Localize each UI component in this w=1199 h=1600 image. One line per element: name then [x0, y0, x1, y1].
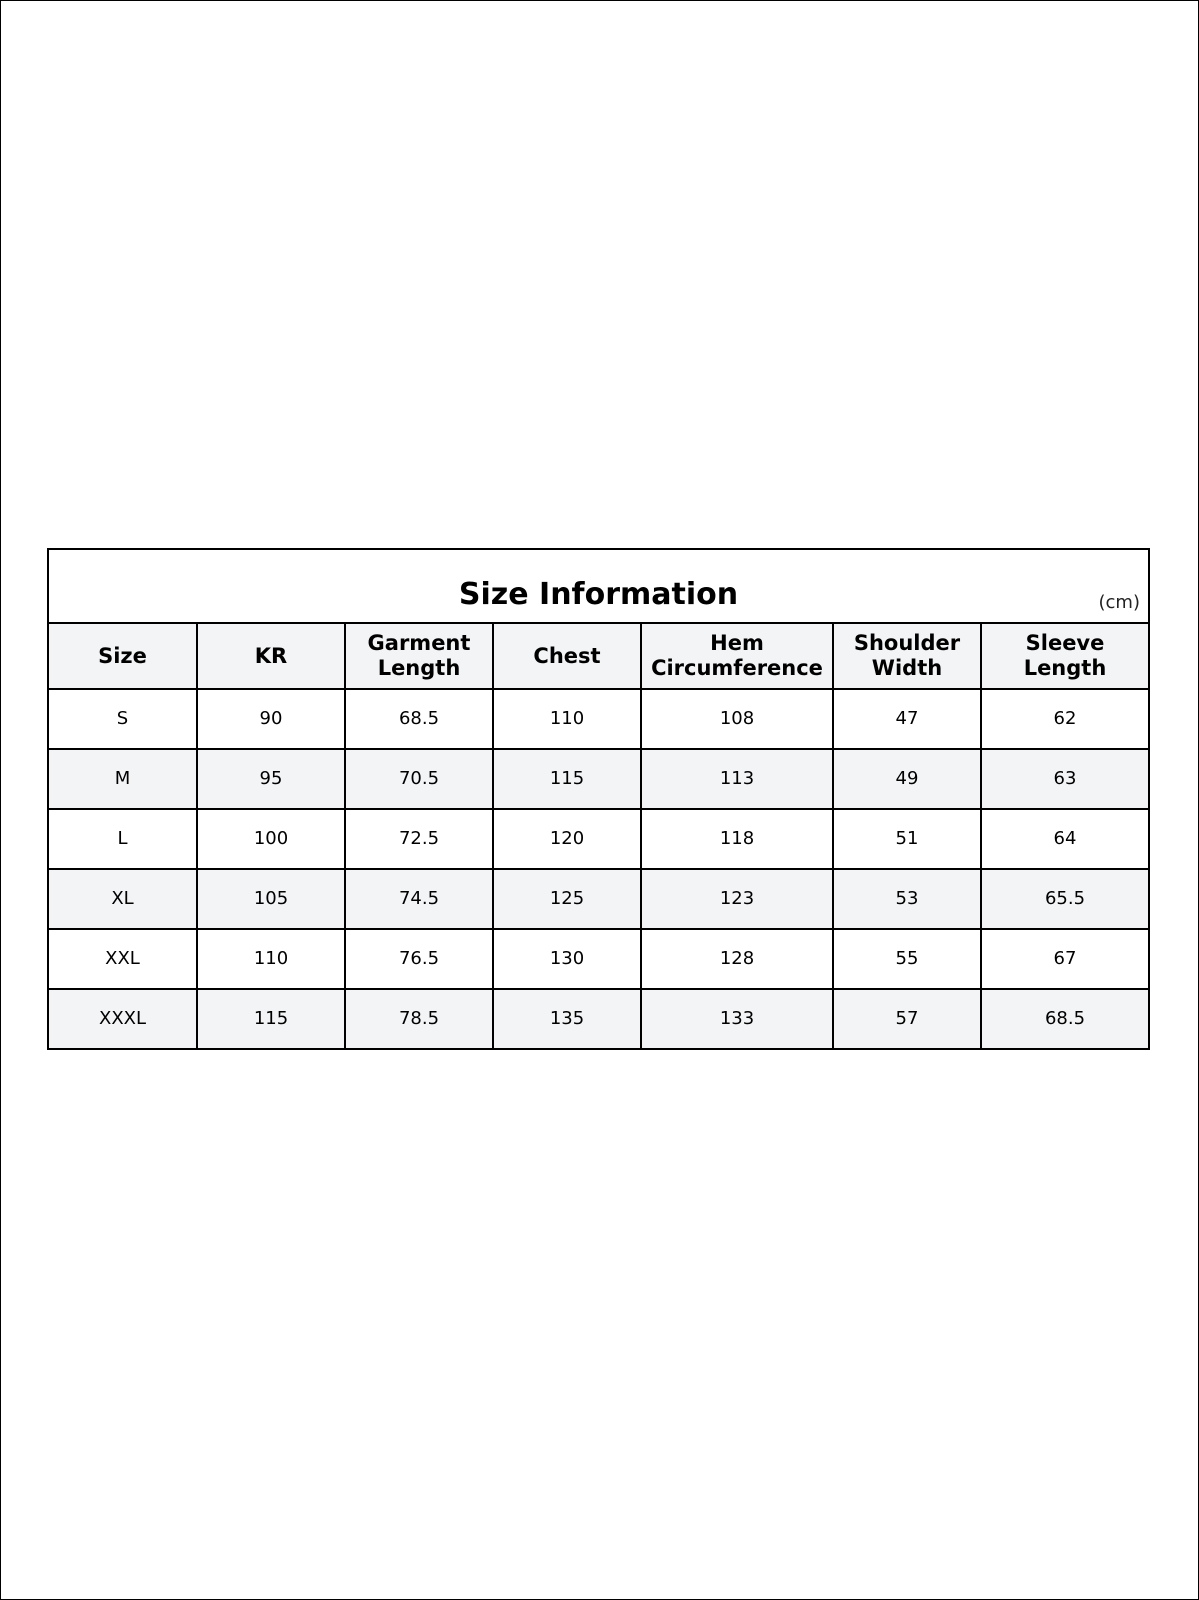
- cell-shoulder-width: 51: [833, 809, 981, 869]
- cell-kr: 100: [197, 809, 345, 869]
- column-header-shoulder-width: Shoulder Width: [833, 624, 981, 689]
- column-header-chest: Chest: [493, 624, 641, 689]
- cell-shoulder-width: 55: [833, 929, 981, 989]
- table-row: [49, 929, 1148, 989]
- cell-size: XXXL: [49, 989, 197, 1048]
- cell-hem-circumference: 133: [641, 989, 833, 1048]
- cell-kr: 95: [197, 749, 345, 809]
- cell-size: XL: [49, 869, 197, 929]
- header-row: [49, 624, 1148, 689]
- cell-size: L: [49, 809, 197, 869]
- cell-garment-length: 78.5: [345, 989, 493, 1048]
- cell-hem-circumference: 113: [641, 749, 833, 809]
- column-header-kr: KR: [197, 624, 345, 689]
- table-row: [49, 869, 1148, 929]
- cell-shoulder-width: 49: [833, 749, 981, 809]
- cell-chest: 130: [493, 929, 641, 989]
- cell-sleeve-length: 62: [981, 689, 1148, 749]
- cell-sleeve-length: 68.5: [981, 989, 1148, 1048]
- cell-hem-circumference: 128: [641, 929, 833, 989]
- column-header-sleeve-length: Sleeve Length: [981, 624, 1148, 689]
- cell-garment-length: 68.5: [345, 689, 493, 749]
- cell-garment-length: 72.5: [345, 809, 493, 869]
- column-header-hem-circumference: Hem Circumference: [641, 624, 833, 689]
- cell-garment-length: 74.5: [345, 869, 493, 929]
- size-table: [49, 624, 1148, 1048]
- cell-chest: 115: [493, 749, 641, 809]
- cell-chest: 120: [493, 809, 641, 869]
- table-row: [49, 689, 1148, 749]
- cell-chest: 135: [493, 989, 641, 1048]
- cell-hem-circumference: 118: [641, 809, 833, 869]
- cell-shoulder-width: 57: [833, 989, 981, 1048]
- cell-sleeve-length: 67: [981, 929, 1148, 989]
- cell-size: XXL: [49, 929, 197, 989]
- cell-chest: 125: [493, 869, 641, 929]
- cell-kr: 115: [197, 989, 345, 1048]
- cell-kr: 90: [197, 689, 345, 749]
- cell-chest: 110: [493, 689, 641, 749]
- size-information-table: [47, 548, 1150, 1050]
- cell-sleeve-length: 65.5: [981, 869, 1148, 929]
- table-title: Size Information: [458, 577, 739, 612]
- table-row: [49, 749, 1148, 809]
- cell-shoulder-width: 53: [833, 869, 981, 929]
- cell-kr: 105: [197, 869, 345, 929]
- cell-size: S: [49, 689, 197, 749]
- cell-sleeve-length: 64: [981, 809, 1148, 869]
- cell-hem-circumference: 123: [641, 869, 833, 929]
- unit-label: (cm): [1098, 592, 1140, 613]
- table-row: [49, 809, 1148, 869]
- cell-size: M: [49, 749, 197, 809]
- cell-shoulder-width: 47: [833, 689, 981, 749]
- cell-sleeve-length: 63: [981, 749, 1148, 809]
- title-row: [49, 550, 1148, 624]
- cell-hem-circumference: 108: [641, 689, 833, 749]
- table-row: [49, 989, 1148, 1048]
- column-header-garment-length: Garment Length: [345, 624, 493, 689]
- cell-garment-length: 70.5: [345, 749, 493, 809]
- cell-garment-length: 76.5: [345, 929, 493, 989]
- column-header-size: Size: [49, 624, 197, 689]
- cell-kr: 110: [197, 929, 345, 989]
